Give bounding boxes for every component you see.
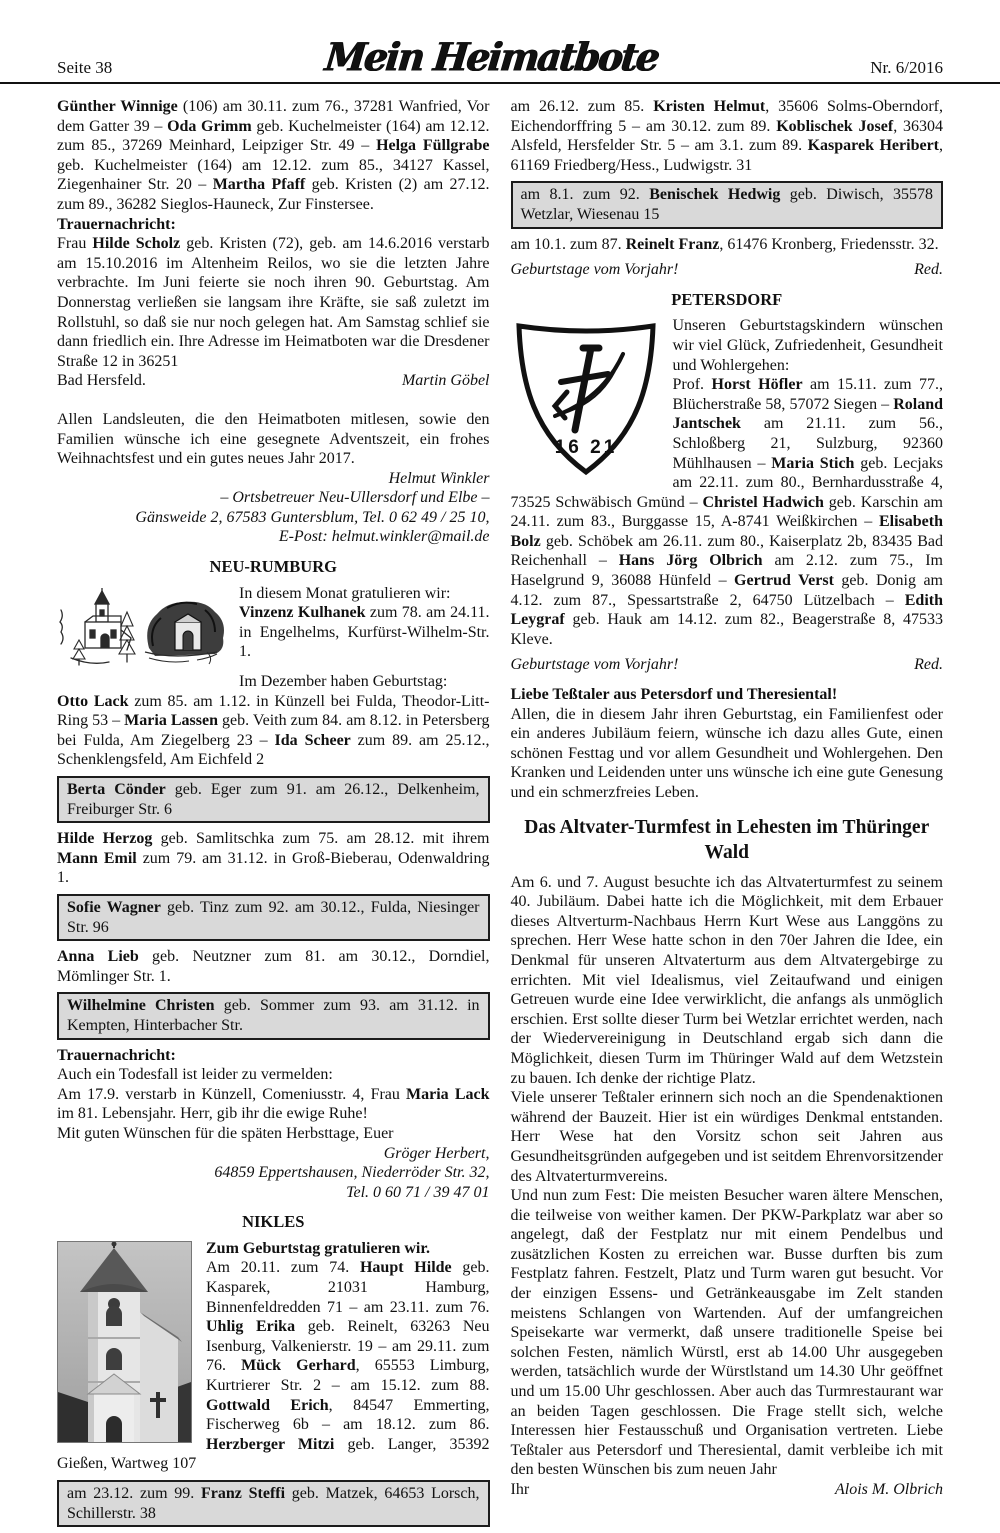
text-segment: Otto Lack [57,692,129,710]
vorjahr-label-2: Geburtstage vom Vorjahr! [510,656,679,674]
text-segment: zum 79. am 31.12. in Groß-Bieberau, Odenwaldring 1. [57,849,490,887]
obituary-scholz-closing [57,371,490,391]
obituary-heading: Trauernachricht: [57,215,176,233]
petersdorf-block [511,316,944,649]
groeger-signature-block [57,1144,490,1203]
text-segment: geb. Donig am 4.12. zum 87., Spessartstraße 2, 64750 Lützelbach – [510,572,943,609]
tesstaler-heading: Liebe Teßtaler aus Petersdorf und Theresiental! [510,686,838,704]
text-segment: , 36304 Alsfeld, Hersfelder Str. 5 – am 3.1. zum 89. [510,117,944,155]
text-segment: Mann Emil [57,849,137,867]
obituary-scholz-paragraph [57,234,490,371]
crest-year-label: 16 21 [554,437,617,459]
article-body [511,873,944,1480]
highlight-box-christen [57,992,490,1039]
obituary-tail: Bad Hersfeld. [57,372,146,390]
herzog-paragraph [57,829,490,888]
text-segment: Maria Lack [406,1085,490,1103]
text-segment: Mück Gerhard [241,1357,356,1375]
text-segment: Sofie Wagner [67,898,161,916]
text-segment: am 26.12. zum 85. [510,98,654,115]
highlight-box-wagner [57,894,490,941]
text-segment: geb. Tinz zum 92. am 30.12., Fulda, Niesinger Str. 96 [67,898,480,936]
text-segment: Prof. [672,376,712,394]
text-segment: Maria Lassen [124,712,218,730]
text-segment: Benischek Hedwig [649,186,781,204]
text-segment: Gänsweide 2, 67583 Guntersblum, Tel. 0 62 49 / 25 10, [135,508,490,526]
closing-ihr: Ihr [510,1481,530,1498]
text-segment: Martha Pfaff [212,176,306,194]
olbrich-signature: Alois M. Olbrich [835,1481,943,1498]
article-closing [511,1480,944,1500]
page-header [0,0,1000,84]
text-segment: am 10.1. zum 87. [510,235,626,253]
text-segment: Am 6. und 7. August besuchte ich das Altvaterturmfest zu seinem 40. Jubiläum. Dabei hatte ich die Möglichkeit, mit dem Erbauer dieses Altverturm-Nachbaus Herrn Kurt Wese aus Langgöns zu sprechen. Herr Wese hatte schon in den 70er Jahren die Idee, ein Denkmal für unseren Altvaterturm aus dem Altvatergebirge zu errichten. Mit viel Idealismus, viel Zeitaufwand und einigen Getreuen wurde eine Idee verwirklicht, die anfangs als unmöglich erschien. Erst sollte dieser Turm bei Wetzlar errichtet werden, nach der Wiedervereinigung in Deutschland ergab sich dann die Möglichkeit, diesen Turm im Thüringer Wald auf dem Wetzstein zu bauen. Ich denke der richtige Platz. [510,873,943,1087]
article-title: Das Altvater-Turmfest in Lehesten im Thüringer Wald [524,816,930,863]
text-segment: geb. Sommer zum 93. am 31.12. in Kempten, Hinterbacher Str. [67,997,480,1034]
text-segment: im 81. Lebensjahr. Herr, gib ihr die ewige Ruhe! [57,1105,368,1123]
text-segment: , 61476 Kronberg, Friedensstr. 32. [719,235,939,253]
text-segment: geb. Neutzner zum 81. am 30.12., Dorndiel, Mömlinger Str. 1. [57,948,490,985]
text-segment: Viele unserer Teßtaler erinnern sich noch an die Spendenaktionen während der Bauzeit. Hier ist ein würdiges Denkmal entstanden. Herr Wese hat den Vorsitz schon seit Jahren aus Gesundheitsgründen aufgegeben und ist seitdem Ehrenvorsitzender des Altvaterturmvereins. [510,1089,943,1185]
left-column [57,97,490,1533]
highlight-box-franz [57,1480,490,1527]
text-segment: Unseren Geburtstagskindern wünschen wir viel Glück, Zufriedenheit, Gesundheit und Wohlergehen: [672,317,943,374]
text-segment: Frau [57,235,93,253]
text-segment: Hilde Herzog [57,830,153,848]
text-segment: Gröger Herbert, [383,1144,490,1162]
text-segment: am 23.12. zum 99. [67,1485,202,1502]
text-segment: 64859 Eppertshausen, Niederröder Str. 32, [214,1164,490,1182]
vorjahr-note-2 [511,655,944,675]
text-segment: Franz Steffi [201,1485,286,1502]
petersdorf-crest [511,318,661,480]
spacer [57,391,490,410]
text-segment: Hans Jörg Olbrich [618,552,763,570]
text-segment: am 2.12. zum 75., Im Haselgrund 9, 36088 Hünfeld – [510,552,943,590]
text-segment: , 35606 Solms-Oberndorf, Eichendorffring 5 – am 30.12. zum 89. [510,98,944,135]
text-segment: am 8.1. zum 92. [520,186,650,204]
red-signature-2: Red. [914,656,943,674]
text-segment: Haupt Hilde [359,1259,452,1277]
text-segment: Elisabeth Bolz [510,513,943,550]
text-segment: geb. Schöbek am 26.11. zum 80., Kaiserplatz 2b, 83435 Bad Reichenhall – [510,532,943,570]
nikles-figure-block [57,1239,490,1474]
highlight-box-benischek [511,181,944,228]
text-segment: geb. Diwisch, 35578 Wetzlar, Wiesenau 15 [520,186,933,223]
birthdays-continued-paragraph [511,97,944,175]
text-segment: geb. Samlitschka zum 75. am 28.12. mit ihrem [152,830,490,848]
lieb-paragraph [57,947,490,986]
text-segment: geb. Kuchelmeister (164) am 12.12. zum 85., 37269 Meinhard, Leipziger Str. 49 – [57,117,490,155]
text-segment: geb. Kristen (72), geb. am 14.6.2016 verstarb am 15.10.2016 im Altenheim Reilos, wo sie die letzten Jahre verbrachte. Im Juni feierte sie noch ihren 90. Geburtstag. Am Donnerstag verließen sie langsam ihre Kräfte, sie saß zuletzt im Rollstuhl, so daß sie nur noch gelegen hat. Am Samstag schlief sie dann friedlich ein. Ihre Adresse im Heimatboten war die Dresdener Straße 12 in 36251 [57,235,490,370]
red-signature: Red. [914,261,943,279]
text-segment: zum 78. am 24.11. in Engelhelms, Kurfürst-Wilhelm-Str. 1. [239,604,490,661]
text-segment: Uhlig Erika [206,1318,296,1336]
text-segment: geb. Eger zum 91. am 26.12., Delkenheim, Freiburger Str. 6 [67,781,480,818]
text-segment: geb. Hauk am 14.12. zum 82., Beagerstraße 8, 47533 Kleve. [510,611,943,648]
text-segment: geb. Veith zum 84. am 8.12. in Petersberg bei Fulda, Am Ziegelberg 23 – [57,712,490,749]
text-segment: Günther Winnige [57,98,178,115]
text-segment: Hilde Scholz [92,235,181,253]
advent-wishes-paragraph: Allen Landsleuten, die den Heimatboten mitlesen, sowie den Familien wünsche ich eine gesegnete Adventszeit, ein frohes Weihnachtsfest und ein gutes neues Jahr 2017. [57,410,490,468]
text-segment: Kristen Helmut [653,98,766,115]
text-segment: geb. Kuchelmeister (164) am 12.12. zum 85., 34127 Kassel, Ziegenhainer Str. 20 – [57,156,490,194]
text-segment: Tel. 0 60 71 / 39 47 01 [346,1183,490,1201]
church-photo [57,1241,192,1443]
text-segment: Horst Höfler [711,376,803,394]
section-heading-petersdorf: PETERSDORF [671,289,783,309]
right-column [511,97,944,1533]
text-segment: geb. Langer, 35392 Gießen, Wartweg 107 [57,1435,490,1473]
text-segment: E-Post: helmut.winkler@mail.de [278,528,490,546]
text-segment: , 84547 Emmerting, Fischerweg 6b – am 18.12. zum 86. [206,1396,490,1434]
text-segment: geb. Kasparek, 21031 Hamburg, Binnenfeldredden 71 – am 23.11. zum 76. [206,1259,490,1316]
page-body [0,84,1000,1533]
text-segment: Helga Füllgrabe [376,137,490,155]
text-segment: Koblischek Josef [776,117,894,135]
text-segment: zum 89. am 25.12., Schenklengsfeld, Am Eichfeld 2 [57,731,490,769]
masthead-logo: Mein Heimatbote [323,33,661,80]
text-segment: Roland Jantschek [672,395,943,433]
text-segment: In diesem Monat gratulieren wir: [239,584,451,602]
vorjahr-label: Geburtstage vom Vorjahr! [510,261,679,279]
page-number: Seite 38 [57,58,113,77]
birthdays-intro-paragraph [57,97,490,215]
text-segment: Vinzenz Kulhanek [239,604,366,622]
text-segment: , 61169 Friedberg/Hess., Ludwigstr. 31 [510,137,944,174]
tesstaler-paragraph: Allen, die in diesem Jahr ihren Geburtstag, ein Familienfest oder ein anderes Jubiläum feiern, wünsche ich dazu alles Gute, einen schönen Festtag und vor allem Gesundheit und Wohlergehen. Den Kranken und Leidenden unter uns wünsche ich eine gute Genesung und ein schmerzfreies Leben. [510,705,943,801]
vorjahr-note [511,260,944,280]
section-heading-neu-rumburg: NEU-RUMBURG [209,557,337,577]
text-segment: Anna Lieb [57,948,139,966]
text-segment: Helmut Winkler [388,469,490,487]
section-heading-nikles: NIKLES [242,1212,305,1232]
text-segment: Auch ein Todesfall ist leider zu vermelden: [57,1066,333,1084]
text-segment: (106) am 30.11. zum 76., 37281 Wanfried, Vor dem Gatter 39 – [57,98,490,135]
text-segment: Gertrud Verst [734,572,834,590]
text-segment: Zum Geburtstag gratulieren wir. [206,1239,430,1257]
text-segment: am 15.11. zum 77., Blücherstraße 58, 57072 Siegen – [672,376,943,413]
dezember-line: Im Dezember haben Geburtstag: [239,673,448,691]
neu-rumburg-figure-block [57,584,490,692]
reinelt-line [511,235,944,255]
text-segment: Wilhelmine Christen [67,997,215,1015]
text-segment: Mit guten Wünschen für die späten Herbsttage, Euer [57,1124,394,1142]
text-segment: Und nun zum Fest: Die meisten Besucher waren ältere Menschen, die teilweise von weither kamen. Der PKW-Parkplatz war aber so angelegt, daß der Festplatz nur mit einem Pendelbus und zusätzlichen Kosten zu erreichen war. Busse durften bis zum Festplatz fahren. Festzelt, Platz und Turm waren gut besucht. Vor der einzigen Essens- und Getränkeausgabe im Zelt standen meistens Schlangen von Wartenden. Auf der umfangreichen Speisekarte war vermerkt, daß unsere traditionelle Speise bei solchen Festen, nämlich Würstl, erst ab 14.00 Uhr ausgegeben werden, tatsächlich wurde der Würstlstand um 14.30 Uhr geöffnet und um 15.00 Uhr geschlossen. Aber auch das Turmrestaurant war an beiden Tagen geschlossen. Die Frage stellt sich, welche Interessen hier Festausschuß und Organisation vertreten. Liebe Teßtaler aus Petersdorf und Theresiental, damit verbleibe ich mit den besten Wünschen bis zum neuen Jahr [510,1187,943,1479]
todesfall-paragraph [57,1065,490,1143]
text-segment: Ida Scheer [274,731,351,749]
text-segment: Berta Cönder [67,781,166,798]
text-segment: Oda Grimm [167,117,252,135]
text-segment: zum 85. am 1.12. in Künzell bei Fulda, Theodor-Litt-Ring 53 – [57,692,490,730]
winkler-signature-block [57,469,490,547]
text-segment: , 65553 Limburg, Kurtrierer Str. 2 – am 15.12. zum 88. [206,1357,490,1395]
church-sketch-illustration [57,588,225,672]
text-segment: Maria Stich [771,454,855,472]
text-segment: geb. Reinelt, 63263 Neu Isenburg, Valkenierstr. 19 – am 29.11. zum 76. [206,1318,490,1375]
author-signature: Martin Göbel [401,372,490,390]
text-segment: Am 17.9. verstarb in Künzell, Comeniusstr. 4, Frau [57,1085,407,1103]
highlight-box-coender [57,776,490,823]
december-birthdays-paragraph [57,692,490,770]
text-segment: Kasparek Heribert [807,137,940,155]
text-segment: geb. Kristen (2) am 27.12. zum 89., 36282 Sieglos-Hauneck, Zur Finstersee. [57,176,490,213]
text-segment: Edith Leygraf [510,591,943,629]
text-segment: Christel Hadwich [702,493,824,511]
text-segment: geb. Lecjaks am 22.11. zum 80., Bernhardusstraße 4, 73525 Schwäbisch Gmünd – [510,454,944,511]
text-segment: Reinelt Franz [625,235,720,253]
text-segment: – Ortsbetreuer Neu-Ullersdorf und Elbe – [220,489,490,507]
text-segment: geb. Karschin am 24.11. zum 83., Burggasse 15, A-8741 Weißkirchen – [510,493,943,531]
text-segment: Am 20.11. zum 74. [206,1259,360,1277]
issue-number: Nr. 6/2016 [870,58,943,77]
obituary-heading-2: Trauernachricht: [57,1046,176,1064]
text-segment: Herzberger Mitzi [206,1435,335,1453]
text-segment: geb. Matzek, 64653 Lorsch, Schillerstr. 38 [67,1485,480,1522]
text-segment: Gottwald Erich [206,1396,329,1414]
text-segment: am 21.11. zum 56., Schloßberg 21, Sulzburg, 92360 Mühlhausen – [672,415,943,472]
